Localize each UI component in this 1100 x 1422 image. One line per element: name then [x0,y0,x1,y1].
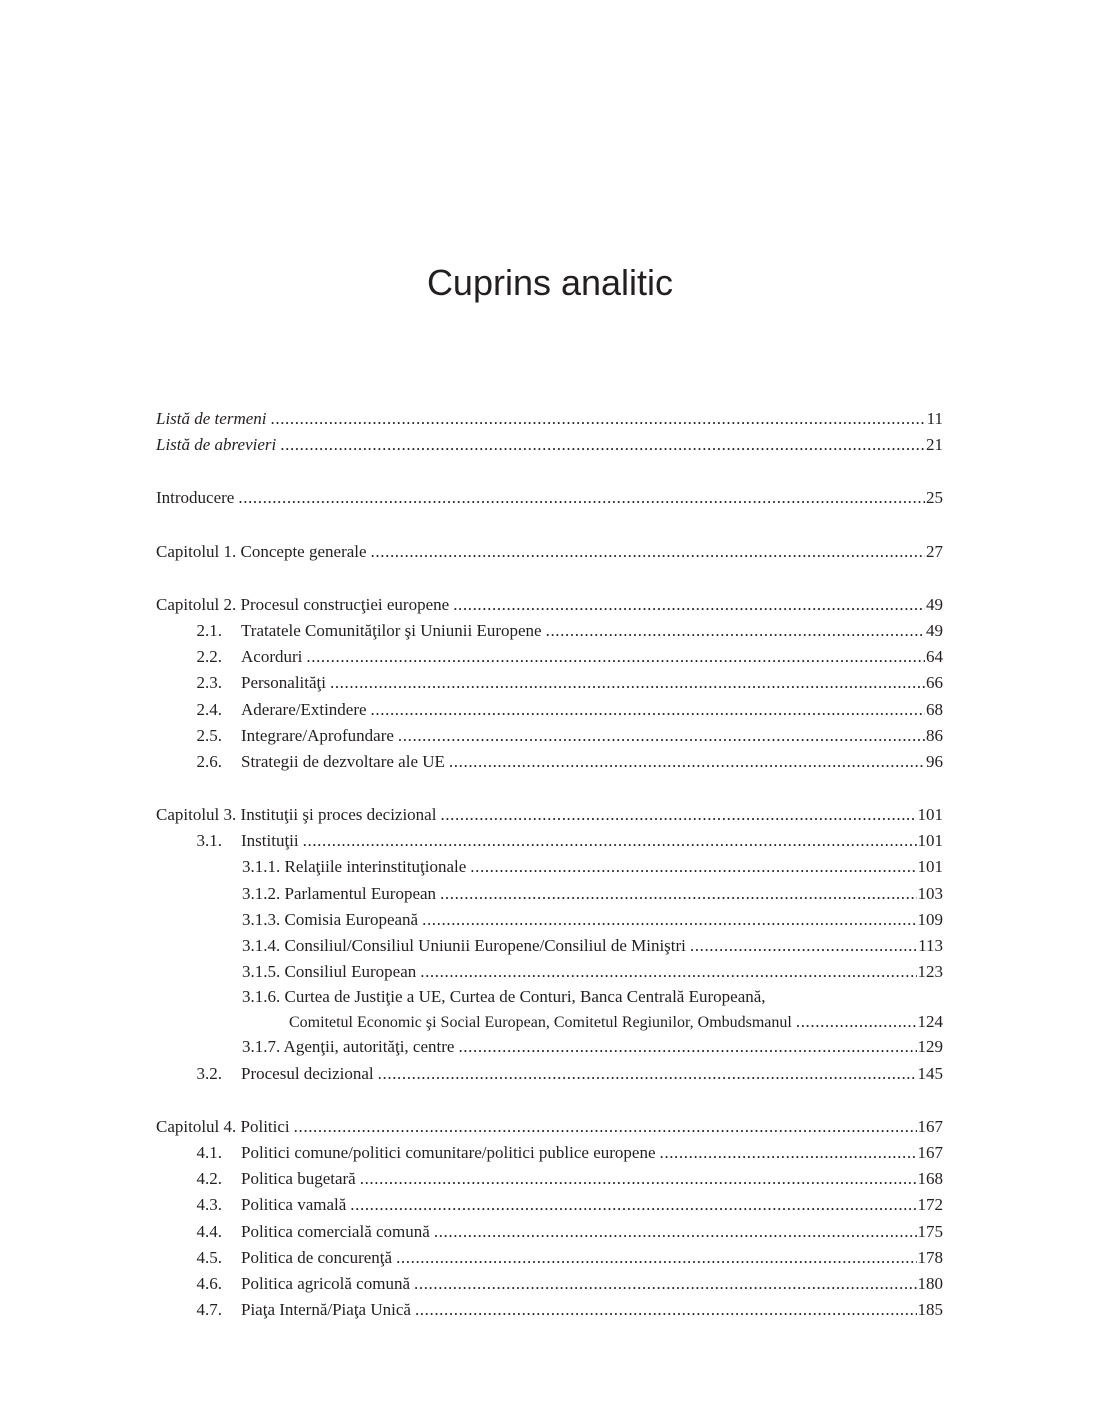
toc-page-number: 101 [917,831,943,851]
dot-leader [238,485,925,511]
toc-entry-title: 3.1.6. Curtea de Justiţie a UE, Curtea de Conturi, Banca Centrală Europeană, [242,987,766,1007]
dot-leader [306,644,925,670]
toc-section-number: 2.5. [196,725,222,745]
toc-section-2-6[interactable] [156,749,943,775]
toc-entry-title: Politica de concurenţă [241,1247,393,1267]
toc-page-number: 96 [926,751,943,771]
toc-page-number: 167 [917,1142,943,1162]
toc-page-number: 109 [917,909,943,929]
toc-entry-title: 3.1.7. Agenţii, autorităţi, centre [242,1037,455,1057]
dot-leader [420,959,916,985]
dot-leader [690,933,917,959]
toc-entry-title: Politica agricolă comună [241,1273,410,1293]
toc-subsection-3-1-6[interactable] [156,985,943,1010]
toc-chapter-3[interactable] [156,802,943,828]
toc-entry-title: Capitolul 2. Procesul construcţiei europene [156,594,450,614]
toc-section-number: 4.3. [196,1195,222,1215]
dot-leader [294,1114,917,1140]
toc-section-2-5[interactable] [156,723,943,749]
toc-page-number: 129 [917,1037,943,1057]
dot-leader [453,592,925,618]
toc-page-number: 27 [926,541,943,561]
toc-page-number: 178 [917,1247,943,1267]
dot-leader [280,432,925,458]
toc-page-number: 145 [917,1063,943,1083]
toc-section-2-2[interactable] [156,644,943,670]
toc-page-number: 103 [917,883,943,903]
toc-section-number: 3.1. [196,831,222,851]
toc-subsection-3-1-5[interactable] [156,959,943,985]
toc-subsection-3-1-7[interactable] [156,1034,943,1060]
toc-entry-title: Capitolul 4. Politici [156,1116,290,1136]
toc-section-number: 2.3. [196,673,222,693]
toc-page-number: 113 [918,936,943,955]
toc-entry-title: Politici comune/politici comunitare/politici publice europene [241,1142,656,1162]
toc-page-number: 101 [917,805,943,825]
toc-page-number: 101 [917,857,943,877]
toc-entry-lista-abrevieri[interactable] [156,432,943,458]
toc-page-number: 25 [926,488,943,508]
toc-entry-title: Politica bugetară [241,1169,356,1189]
dot-leader [458,1034,916,1060]
toc-page-number: 66 [926,673,943,693]
toc-page-number: 49 [926,594,943,614]
page-title: Cuprins analitic [426,262,674,303]
toc-entry-title: Instituţii [241,831,299,851]
toc-section-number: 3.2. [196,1063,222,1083]
toc-page-number: 124 [917,1011,943,1031]
toc-entry-title: Tratatele Comunităţilor şi Uniunii Europene [241,620,542,640]
toc-entry-title: Strategii de dezvoltare ale UE [241,751,445,771]
dot-leader [440,881,916,907]
toc-chapter-1[interactable] [156,539,943,565]
toc-page-number: 167 [917,1116,943,1136]
toc-chapter-4[interactable] [156,1114,943,1140]
dot-leader [470,854,916,880]
toc-subsection-3-1-3[interactable] [156,907,943,933]
toc-page-number: 86 [926,725,943,745]
dot-leader [440,802,916,828]
dot-leader [434,1219,917,1245]
dot-leader [371,697,925,723]
toc-entry-title: Listă de termeni [156,409,267,428]
toc-section-4-5[interactable] [156,1245,943,1271]
toc-entry-title: 3.1.2. Parlamentul European [242,883,437,903]
toc-page-number: 123 [917,962,943,982]
toc-page-number: 175 [917,1221,943,1241]
dot-leader [415,1297,917,1323]
toc-section-number: 4.5. [196,1247,222,1267]
toc-entry-title: Introducere [156,488,235,508]
table-of-contents [156,406,943,1323]
toc-section-4-4[interactable] [156,1219,943,1245]
toc-section-4-1[interactable] [156,1140,943,1166]
dot-leader [330,670,925,696]
toc-entry-title: Capitolul 1. Concepte generale [156,541,367,561]
toc-entry-title-continued: Comitetul Economic şi Social European, Comitetul Regiunilor, Ombudsmanul [289,1013,792,1031]
toc-entry-title: Procesul decizional [241,1063,374,1083]
toc-entry-title: Integrare/Aprofundare [241,725,394,745]
toc-page-number: 21 [926,435,943,455]
dot-leader [660,1140,917,1166]
toc-section-4-3[interactable] [156,1192,943,1218]
dot-leader [422,907,916,933]
toc-section-number: 2.2. [196,647,222,667]
toc-section-number: 4.1. [196,1142,222,1162]
toc-section-4-2[interactable] [156,1166,943,1192]
toc-page-number: 172 [917,1195,943,1215]
dot-leader [546,618,925,644]
toc-subsection-3-1-1[interactable] [156,854,943,880]
toc-entry-lista-termeni[interactable] [156,406,943,432]
toc-section-number: 2.4. [196,699,222,719]
toc-section-number: 4.7. [196,1300,222,1320]
toc-section-number: 4.6. [196,1273,222,1293]
toc-entry-title: Listă de abrevieri [156,435,277,455]
toc-entry-title: Capitolul 3. Instituţii şi proces decizional [156,805,437,825]
toc-subsection-3-1-4[interactable] [156,933,943,959]
toc-entry-title: 3.1.3. Comisia Europeană [242,909,419,929]
toc-section-4-7[interactable] [156,1297,943,1323]
toc-entry-title: Politica comercială comună [241,1221,430,1241]
toc-section-2-1[interactable] [156,618,943,644]
toc-entry-title: 3.1.4. Consiliul/Consiliul Uniunii Europene/Consiliul de Miniştri [242,936,686,955]
toc-section-number: 4.4. [196,1221,222,1241]
dot-leader [398,723,925,749]
dot-leader [371,539,925,565]
toc-entry-title: Acorduri [241,647,303,667]
dot-leader [350,1192,916,1218]
toc-entry-title: 3.1.1. Relaţiile interinstituţionale [242,857,467,877]
toc-section-number: 2.1. [196,620,222,640]
toc-section-2-3[interactable] [156,670,943,696]
toc-page-number: 168 [917,1169,943,1189]
toc-section-3-2[interactable] [156,1061,943,1087]
toc-section-4-6[interactable] [156,1271,943,1297]
toc-page-number: 185 [917,1300,943,1320]
dot-leader [414,1271,917,1297]
dot-leader [396,1245,916,1271]
toc-entry-title: 3.1.5. Consiliul European [242,962,417,982]
toc-section-3-1[interactable] [156,828,943,854]
toc-entry-title: Aderare/Extindere [241,699,367,719]
toc-section-2-4[interactable] [156,697,943,723]
toc-subsection-3-1-2[interactable] [156,881,943,907]
dot-leader [303,828,917,854]
dot-leader [449,749,925,775]
toc-page-number: 180 [917,1273,943,1293]
dot-leader [360,1166,917,1192]
toc-page-number: 64 [926,647,943,667]
toc-chapter-2[interactable] [156,592,943,618]
toc-entry-title: Piaţa Internă/Piaţa Unică [241,1300,411,1320]
toc-section-number: 2.6. [196,751,222,771]
toc-page-number: 68 [926,699,943,719]
toc-section-number: 4.2. [196,1169,222,1189]
toc-page-number: 49 [926,620,943,640]
dot-leader [796,1010,917,1035]
dot-leader [378,1061,917,1087]
toc-subsection-3-1-6-continued[interactable] [156,1010,943,1035]
toc-entry-title: Politica vamală [241,1195,347,1215]
dot-leader [271,406,926,432]
toc-page-number: 11 [926,409,943,428]
toc-entry-title: Personalităţi [241,673,326,693]
toc-entry-introducere[interactable] [156,485,943,511]
